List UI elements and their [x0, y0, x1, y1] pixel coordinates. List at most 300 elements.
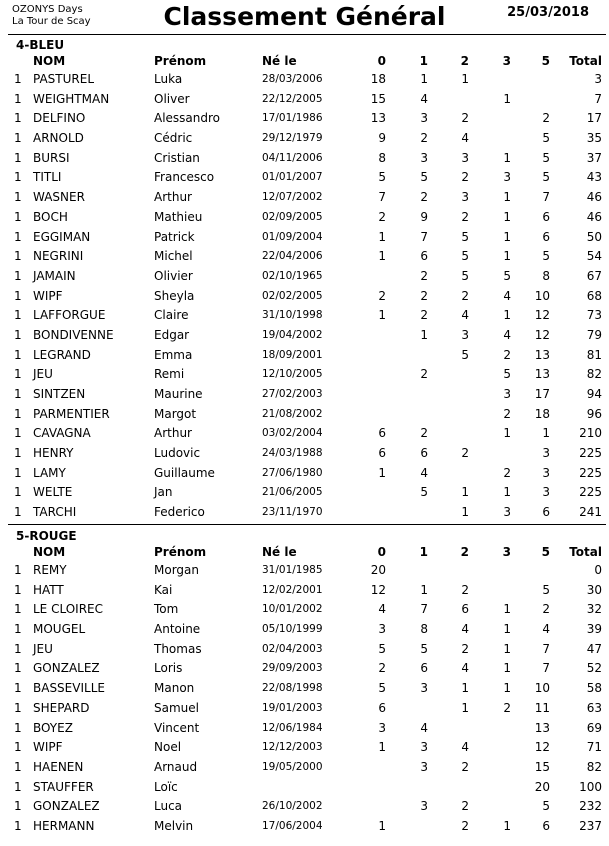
total-cell: 100 — [579, 779, 602, 794]
count-1-cell: 2 — [420, 131, 428, 146]
count-0-cell: 12 — [370, 582, 386, 597]
count-1-cell: 4 — [420, 91, 428, 106]
count-3-cell: 1 — [503, 485, 511, 500]
table-row — [0, 187, 609, 207]
prenom-cell: Thomas — [154, 641, 202, 656]
count-3-cell: 1 — [503, 681, 511, 696]
total-cell: 94 — [586, 387, 602, 401]
birthdate-cell: 28/03/2006 — [262, 73, 323, 85]
table-row — [0, 384, 609, 404]
table-row — [0, 89, 609, 109]
count-1-cell: 5 — [420, 485, 428, 500]
nom-cell: EGGIMAN — [33, 229, 91, 244]
table-row — [0, 737, 609, 757]
count-3-cell: 1 — [503, 91, 511, 106]
count-2-cell: 4 — [461, 308, 469, 323]
birthdate-cell: 02/10/1965 — [262, 269, 323, 282]
birthdate-cell: 01/09/2004 — [262, 230, 323, 243]
col-2: 2 — [460, 54, 469, 68]
count-5-cell: 8 — [542, 268, 550, 283]
count-1-cell: 4 — [420, 465, 428, 480]
count-0-cell: 7 — [378, 190, 386, 205]
table-row — [0, 443, 609, 463]
birthdate-cell: 02/02/2005 — [262, 289, 323, 302]
col-1: 1 — [419, 545, 428, 559]
count-2-cell: 3 — [461, 327, 469, 342]
org-location: La Tour de Scay — [12, 16, 91, 27]
birthdate-cell: 01/01/2007 — [262, 171, 323, 184]
birthdate-cell: 23/11/1970 — [262, 506, 323, 519]
col-prenom: Prénom — [154, 545, 207, 559]
total-cell: 82 — [586, 759, 602, 774]
total-cell: 241 — [579, 505, 602, 520]
birthdate-cell: 29/12/1979 — [262, 132, 323, 145]
rank-cell: 1 — [14, 111, 22, 126]
rank-cell: 1 — [14, 367, 22, 382]
count-3-cell: 1 — [503, 818, 511, 833]
count-5-cell: 3 — [542, 446, 550, 461]
birthdate-cell: 22/08/1998 — [262, 682, 323, 695]
count-3-cell: 1 — [503, 602, 511, 617]
table-row — [0, 325, 609, 345]
nom-cell: LAMY — [33, 465, 66, 480]
birthdate-cell: 21/08/2002 — [262, 407, 323, 420]
nom-cell: BONDIVENNE — [33, 327, 114, 342]
count-1-cell: 7 — [420, 229, 428, 244]
count-3-cell: 2 — [503, 465, 511, 480]
birthdate-cell: 17/01/1986 — [262, 112, 323, 125]
total-cell: 225 — [579, 485, 602, 500]
prenom-cell: Olivier — [154, 268, 193, 283]
nom-cell: LEGRAND — [33, 347, 91, 362]
birthdate-cell: 24/03/1988 — [262, 447, 323, 460]
count-2-cell: 3 — [461, 190, 469, 205]
nom-cell: PARMENTIER — [33, 406, 110, 421]
count-0-cell: 9 — [378, 131, 386, 146]
table-row — [0, 502, 609, 522]
count-0-cell: 5 — [378, 641, 386, 656]
prenom-cell: Guillaume — [154, 465, 215, 480]
rank-cell: 1 — [14, 485, 22, 500]
count-0-cell: 18 — [370, 72, 386, 86]
count-2-cell: 1 — [461, 681, 469, 696]
prenom-cell: Noel — [154, 740, 182, 755]
nom-cell: HAENEN — [33, 759, 84, 774]
count-3-cell: 1 — [503, 249, 511, 264]
rank-cell: 1 — [14, 779, 22, 794]
count-3-cell: 3 — [503, 387, 511, 401]
count-1-cell: 1 — [420, 582, 428, 597]
prenom-cell: Arthur — [154, 190, 192, 205]
rank-cell: 1 — [14, 720, 22, 735]
col-1: 1 — [419, 54, 428, 68]
count-5-cell: 3 — [542, 485, 550, 500]
count-3-cell: 2 — [503, 406, 511, 421]
count-1-cell: 2 — [420, 288, 428, 303]
page-title: Classement Général — [163, 2, 446, 31]
table-row — [0, 718, 609, 738]
total-cell: 43 — [586, 170, 602, 185]
count-5-cell: 13 — [534, 720, 550, 735]
rank-cell: 1 — [14, 426, 22, 441]
rank-cell: 1 — [14, 582, 22, 597]
prenom-cell: Morgan — [154, 563, 199, 577]
col-nom: NOM — [33, 54, 66, 68]
nom-cell: SHEPARD — [33, 700, 90, 715]
count-5-cell: 2 — [542, 602, 550, 617]
nom-cell: WELTE — [33, 485, 73, 500]
table-row — [0, 246, 609, 266]
table-row — [0, 678, 609, 698]
count-0-cell: 1 — [378, 308, 386, 323]
nom-cell: WEIGHTMAN — [33, 91, 110, 106]
table-row — [0, 148, 609, 168]
count-0-cell: 2 — [378, 209, 386, 224]
count-5-cell: 6 — [542, 229, 550, 244]
count-2-cell: 5 — [461, 229, 469, 244]
nom-cell: JEU — [33, 367, 53, 382]
count-1-cell: 5 — [420, 641, 428, 656]
prenom-cell: Manon — [154, 681, 195, 696]
birthdate-cell: 31/01/1985 — [262, 564, 323, 576]
count-5-cell: 5 — [542, 131, 550, 146]
nom-cell: LAFFORGUE — [33, 308, 106, 323]
count-1-cell: 2 — [420, 268, 428, 283]
nom-cell: SINTZEN — [33, 387, 86, 401]
count-5-cell: 1 — [542, 426, 550, 441]
count-0-cell: 2 — [378, 288, 386, 303]
prenom-cell: Claire — [154, 308, 189, 323]
count-2-cell: 1 — [461, 700, 469, 715]
count-5-cell: 5 — [542, 170, 550, 185]
prenom-cell: Arnaud — [154, 759, 198, 774]
col-3: 3 — [502, 545, 511, 559]
count-5-cell: 5 — [542, 150, 550, 165]
count-5-cell: 13 — [534, 367, 550, 382]
table-row — [0, 108, 609, 128]
count-1-cell: 4 — [420, 720, 428, 735]
rank-cell: 1 — [14, 268, 22, 283]
count-0-cell: 13 — [370, 111, 386, 126]
prenom-cell: Alessandro — [154, 111, 221, 126]
count-0-cell: 1 — [378, 465, 386, 480]
count-5-cell: 7 — [542, 190, 550, 205]
table-row — [0, 757, 609, 777]
nom-cell: PASTUREL — [33, 72, 95, 86]
count-1-cell: 7 — [420, 602, 428, 617]
nom-cell: DELFINO — [33, 111, 86, 126]
group-name: 4-BLEU — [16, 38, 65, 52]
birthdate-cell: 27/02/2003 — [262, 388, 323, 400]
birthdate-cell: 27/06/1980 — [262, 466, 323, 479]
count-5-cell: 5 — [542, 799, 550, 814]
count-2-cell: 5 — [461, 268, 469, 283]
table-row — [0, 286, 609, 306]
count-0-cell: 20 — [370, 563, 386, 577]
rank-cell: 1 — [14, 799, 22, 814]
rank-cell: 1 — [14, 622, 22, 637]
birthdate-cell: 22/12/2005 — [262, 92, 323, 105]
count-2-cell: 4 — [461, 622, 469, 637]
total-cell: 17 — [586, 111, 602, 126]
rank-cell: 1 — [14, 602, 22, 617]
rank-cell: 1 — [14, 406, 22, 421]
birthdate-cell: 02/04/2003 — [262, 642, 323, 655]
group-rows — [0, 69, 609, 522]
total-cell: 39 — [586, 622, 602, 637]
col-0: 0 — [377, 545, 386, 559]
prenom-cell: Ludovic — [154, 446, 201, 461]
total-cell: 50 — [586, 229, 602, 244]
count-2-cell: 2 — [461, 111, 469, 126]
total-cell: 210 — [579, 426, 602, 441]
rank-cell: 1 — [14, 505, 22, 520]
table-row — [0, 423, 609, 443]
report-date: 25/03/2018 — [507, 5, 589, 20]
count-1-cell: 3 — [420, 111, 428, 126]
nom-cell: GONZALEZ — [33, 661, 100, 676]
count-3-cell: 1 — [503, 641, 511, 656]
total-cell: 96 — [586, 406, 602, 421]
rank-cell: 1 — [14, 347, 22, 362]
prenom-cell: Arthur — [154, 426, 192, 441]
prenom-cell: Samuel — [154, 700, 199, 715]
nom-cell: TARCHI — [33, 505, 77, 520]
rank-cell: 1 — [14, 446, 22, 461]
count-2-cell: 2 — [461, 818, 469, 833]
count-5-cell: 11 — [534, 700, 550, 715]
total-cell: 82 — [586, 367, 602, 382]
count-2-cell: 2 — [461, 641, 469, 656]
prenom-cell: Antoine — [154, 622, 201, 637]
count-1-cell: 3 — [420, 740, 428, 755]
count-2-cell: 5 — [461, 347, 469, 362]
table-row — [0, 227, 609, 247]
col-0: 0 — [377, 54, 386, 68]
count-0-cell: 5 — [378, 681, 386, 696]
count-1-cell: 5 — [420, 170, 428, 185]
count-2-cell: 2 — [461, 446, 469, 461]
birthdate-cell: 22/04/2006 — [262, 250, 323, 263]
nom-cell: STAUFFER — [33, 779, 94, 794]
count-2-cell: 2 — [461, 170, 469, 185]
group-rows — [0, 560, 609, 836]
count-3-cell: 5 — [503, 268, 511, 283]
birthdate-cell: 18/09/2001 — [262, 348, 323, 361]
count-3-cell: 2 — [503, 347, 511, 362]
table-row — [0, 482, 609, 502]
birthdate-cell: 19/04/2002 — [262, 328, 323, 341]
count-2-cell: 4 — [461, 131, 469, 146]
birthdate-cell: 02/09/2005 — [262, 210, 323, 223]
rank-cell: 1 — [14, 700, 22, 715]
count-5-cell: 3 — [542, 465, 550, 480]
total-cell: 68 — [586, 288, 602, 303]
prenom-cell: Federico — [154, 505, 205, 520]
prenom-cell: Melvin — [154, 818, 194, 833]
count-3-cell: 1 — [503, 209, 511, 224]
total-cell: 69 — [586, 720, 602, 735]
rank-cell: 1 — [14, 661, 22, 676]
count-2-cell: 3 — [461, 150, 469, 165]
rank-cell: 1 — [14, 759, 22, 774]
count-2-cell: 1 — [461, 485, 469, 500]
birthdate-cell: 29/09/2003 — [262, 662, 323, 675]
total-cell: 79 — [586, 327, 602, 342]
birthdate-cell: 12/12/2003 — [262, 741, 323, 754]
count-5-cell: 10 — [534, 681, 550, 696]
birthdate-cell: 05/10/1999 — [262, 623, 323, 636]
count-5-cell: 6 — [542, 818, 550, 833]
nom-cell: CAVAGNA — [33, 426, 91, 441]
birthdate-cell: 04/11/2006 — [262, 151, 323, 164]
prenom-cell: Tom — [154, 602, 179, 617]
prenom-cell: Vincent — [154, 720, 200, 735]
rank-cell: 1 — [14, 288, 22, 303]
prenom-cell: Michel — [154, 249, 193, 264]
prenom-cell: Cristian — [154, 150, 200, 165]
column-header-row — [0, 54, 609, 68]
table-row — [0, 305, 609, 325]
nom-cell: HATT — [33, 582, 64, 597]
prenom-cell: Loris — [154, 661, 183, 676]
nom-cell: REMY — [33, 563, 67, 577]
count-1-cell: 2 — [420, 367, 428, 382]
nom-cell: MOUGEL — [33, 622, 86, 637]
count-0-cell: 1 — [378, 740, 386, 755]
rank-cell: 1 — [14, 740, 22, 755]
nom-cell: BOCH — [33, 209, 68, 224]
count-5-cell: 15 — [534, 759, 550, 774]
count-2-cell: 1 — [461, 72, 469, 86]
total-cell: 7 — [594, 91, 602, 106]
prenom-cell: Kai — [154, 582, 173, 597]
col-5: 5 — [541, 545, 550, 559]
nom-cell: BURSI — [33, 150, 70, 165]
count-5-cell: 12 — [534, 740, 550, 755]
count-1-cell: 6 — [420, 446, 428, 461]
count-2-cell: 4 — [461, 740, 469, 755]
table-row — [0, 639, 609, 659]
count-5-cell: 17 — [534, 387, 550, 401]
count-3-cell: 1 — [503, 661, 511, 676]
rank-cell: 1 — [14, 209, 22, 224]
group-divider — [8, 524, 606, 525]
total-cell: 46 — [586, 190, 602, 205]
total-cell: 237 — [579, 818, 602, 833]
table-row — [0, 560, 609, 580]
count-1-cell: 6 — [420, 249, 428, 264]
count-5-cell: 10 — [534, 288, 550, 303]
count-3-cell: 4 — [503, 327, 511, 342]
count-1-cell: 6 — [420, 661, 428, 676]
nom-cell: TITLI — [33, 170, 62, 185]
count-3-cell: 1 — [503, 622, 511, 637]
prenom-cell: Luca — [154, 799, 183, 814]
prenom-cell: Patrick — [154, 229, 195, 244]
count-1-cell: 8 — [420, 622, 428, 637]
prenom-cell: Francesco — [154, 170, 215, 185]
table-row — [0, 777, 609, 797]
rank-cell: 1 — [14, 563, 22, 577]
count-2-cell: 4 — [461, 661, 469, 676]
count-1-cell: 2 — [420, 190, 428, 205]
col-total: Total — [569, 545, 602, 559]
total-cell: 47 — [586, 641, 602, 656]
total-cell: 3 — [594, 72, 602, 86]
count-0-cell: 1 — [378, 249, 386, 264]
table-row — [0, 167, 609, 187]
prenom-cell: Mathieu — [154, 209, 203, 224]
rank-cell: 1 — [14, 387, 22, 401]
prenom-cell: Maurine — [154, 387, 203, 401]
prenom-cell: Loïc — [154, 779, 178, 794]
rank-cell: 1 — [14, 91, 22, 106]
count-3-cell: 3 — [503, 170, 511, 185]
total-cell: 73 — [586, 308, 602, 323]
count-2-cell: 1 — [461, 505, 469, 520]
group-name: 5-ROUGE — [16, 529, 77, 543]
table-row — [0, 345, 609, 365]
count-5-cell: 7 — [542, 661, 550, 676]
count-5-cell: 5 — [542, 249, 550, 264]
count-5-cell: 5 — [542, 582, 550, 597]
total-cell: 32 — [586, 602, 602, 617]
rank-cell: 1 — [14, 641, 22, 656]
col-5: 5 — [541, 54, 550, 68]
count-5-cell: 12 — [534, 308, 550, 323]
rank-cell: 1 — [14, 190, 22, 205]
rank-cell: 1 — [14, 308, 22, 323]
total-cell: 81 — [586, 347, 602, 362]
table-row — [0, 599, 609, 619]
prenom-cell: Jan — [154, 485, 173, 500]
col-2: 2 — [460, 545, 469, 559]
count-5-cell: 4 — [542, 622, 550, 637]
count-1-cell: 3 — [420, 799, 428, 814]
birthdate-cell: 26/10/2002 — [262, 800, 323, 813]
rank-cell: 1 — [14, 681, 22, 696]
count-3-cell: 4 — [503, 288, 511, 303]
count-5-cell: 7 — [542, 641, 550, 656]
birthdate-cell: 21/06/2005 — [262, 486, 323, 499]
count-1-cell: 1 — [420, 72, 428, 86]
rank-cell: 1 — [14, 150, 22, 165]
table-row — [0, 364, 609, 384]
count-0-cell: 3 — [378, 720, 386, 735]
table-row — [0, 128, 609, 148]
prenom-cell: Edgar — [154, 327, 190, 342]
rank-cell: 1 — [14, 249, 22, 264]
total-cell: 52 — [586, 661, 602, 676]
birthdate-cell: 03/02/2004 — [262, 427, 323, 440]
total-cell: 67 — [586, 268, 602, 283]
table-row — [0, 207, 609, 227]
nom-cell: HENRY — [33, 446, 74, 461]
count-1-cell: 2 — [420, 308, 428, 323]
table-row — [0, 404, 609, 424]
table-row — [0, 698, 609, 718]
rank-cell: 1 — [14, 229, 22, 244]
count-0-cell: 6 — [378, 426, 386, 441]
count-3-cell: 1 — [503, 190, 511, 205]
count-0-cell: 3 — [378, 622, 386, 637]
count-2-cell: 2 — [461, 209, 469, 224]
birthdate-cell: 31/10/1998 — [262, 309, 323, 322]
count-3-cell: 5 — [503, 367, 511, 382]
count-2-cell: 2 — [461, 582, 469, 597]
col-total: Total — [569, 54, 602, 68]
